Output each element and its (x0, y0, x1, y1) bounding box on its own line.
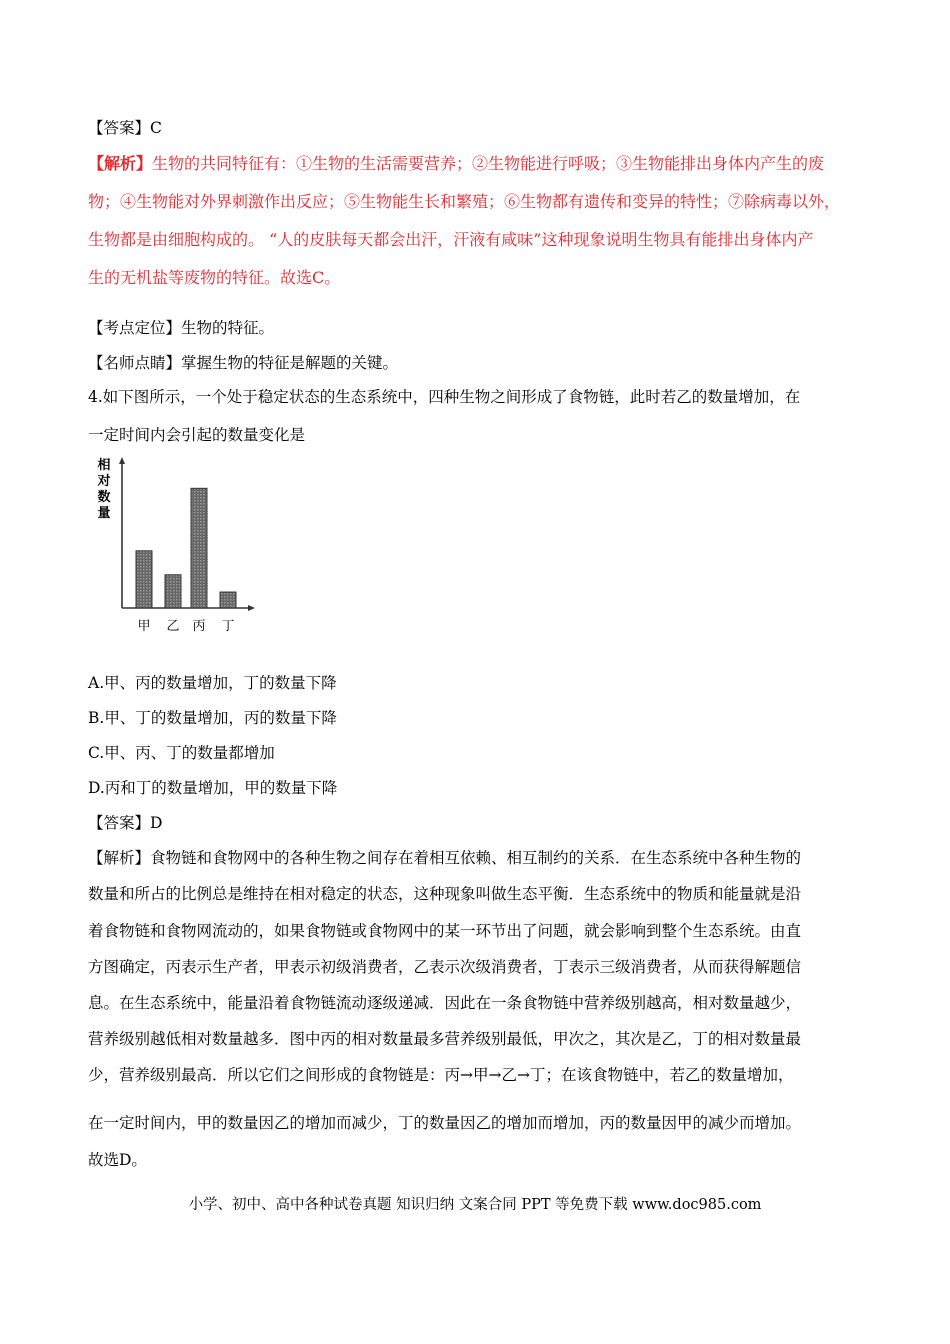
y-axis-arrow (119, 457, 125, 464)
q4-stem-line-1: 4.如下图所示，一个处于稳定状态的生态系统中，四种生物之间形成了食物链，此时若乙的数量增加，在 (88, 388, 801, 406)
footer-text: 小学、初中、高中各种试卷真题 知识归纳 文案合同 PPT 等免费下载 www.doc985.com (188, 1197, 762, 1213)
q4-analysis-line-1: 【解析】食物链和食物网中的各种生物之间存在着相互依赖、相互制约的关系．在生态系统中各种生物的 (88, 849, 802, 867)
q4-analysis-line-5: 息。在生态系统中，能量沿着食物链流动逐级递减．因此在一条食物链中营养级别越高，相对数量越少， (88, 994, 802, 1012)
bar-乙 (165, 575, 181, 608)
q4-analysis-line-6: 营养级别越低相对数量越多．图中丙的相对数量最多营养级别最低，甲次之，其次是乙，丁的相对数量最 (88, 1030, 802, 1048)
q3-analysis-line-2: 物；④生物能对外界刺激作出反应；⑤生物能生长和繁殖；⑥生物都有遗传和变异的特性；⑦除病毒以外， (88, 192, 841, 211)
bar-chart (92, 455, 262, 640)
y-label-char: 相 (97, 458, 111, 473)
q3-analysis-line-4: 生的无机盐等废物的特征。故选C。 (88, 268, 341, 287)
x-tick-label: 乙 (166, 619, 180, 634)
q4-option-c: C.甲、丙、丁的数量都增加 (88, 744, 275, 762)
q4-analysis-line-4: 方图确定，丙表示生产者，甲表示初级消费者，乙表示次级消费者，丁表示三级消费者，从而获得解题信 (88, 958, 802, 976)
q3-mingshi: 【名师点睛】掌握生物的特征是解题的关键。 (88, 354, 399, 372)
x-axis-arrow (248, 605, 255, 611)
q4-analysis-line-2: 数量和所占的比例总是维持在相对稳定的状态，这种现象叫做生态平衡．生态系统中的物质和能量就是沿 (88, 885, 802, 903)
x-tick-label: 甲 (137, 619, 151, 634)
q3-kaodian: 【考点定位】生物的特征。 (88, 319, 275, 337)
q4-option-b: B.甲、丁的数量增加，丙的数量下降 (88, 709, 337, 727)
y-label-char: 数 (97, 490, 111, 505)
q4-stem-line-2: 一定时间内会引起的数量变化是 (88, 426, 306, 444)
q3-answer: 【答案】C (88, 119, 162, 137)
q3-analysis-line-1: 【解析】生物的共同特征有：①生物的生活需要营养；②生物能进行呼吸；③生物能排出身体内产生的废 (88, 154, 825, 173)
bar-丙 (191, 488, 207, 608)
q4-analysis-line-7: 少，营养级别最高．所以它们之间形成的食物链是：丙→甲→乙→丁；在该食物链中，若乙的数量增加， (88, 1066, 794, 1084)
q3-analysis-tag: 【解析】 (88, 154, 153, 173)
q4-option-a: A.甲、丙的数量增加，丁的数量下降 (88, 674, 337, 692)
x-tick-label: 丙 (192, 619, 206, 634)
q4-analysis-line-8: 在一定时间内，甲的数量因乙的增加而减少，丁的数量因乙的增加而增加，丙的数量因甲的减少而增加。 (88, 1114, 802, 1132)
y-axis-label (96, 457, 110, 521)
bar-甲 (136, 551, 152, 608)
q3-analysis-line-3: 生物都是由细胞构成的。 “人的皮肤每天都会出汗，汗液有咸味”这种现象说明生物具有能排出身体内产 (88, 230, 814, 249)
y-label-char: 对 (97, 474, 111, 489)
q4-option-d: D.丙和丁的数量增加，甲的数量下降 (88, 779, 338, 797)
q4-analysis-line-3: 着食物链和食物网流动的，如果食物链或食物网中的某一环节出了问题，就会影响到整个生态系统。由直 (88, 922, 802, 940)
x-tick-label: 丁 (221, 619, 235, 634)
q4-answer: 【答案】D (88, 814, 163, 832)
y-label-char: 量 (97, 506, 111, 521)
q4-analysis-line-9: 故选D。 (88, 1151, 147, 1169)
bar-丁 (220, 592, 236, 608)
